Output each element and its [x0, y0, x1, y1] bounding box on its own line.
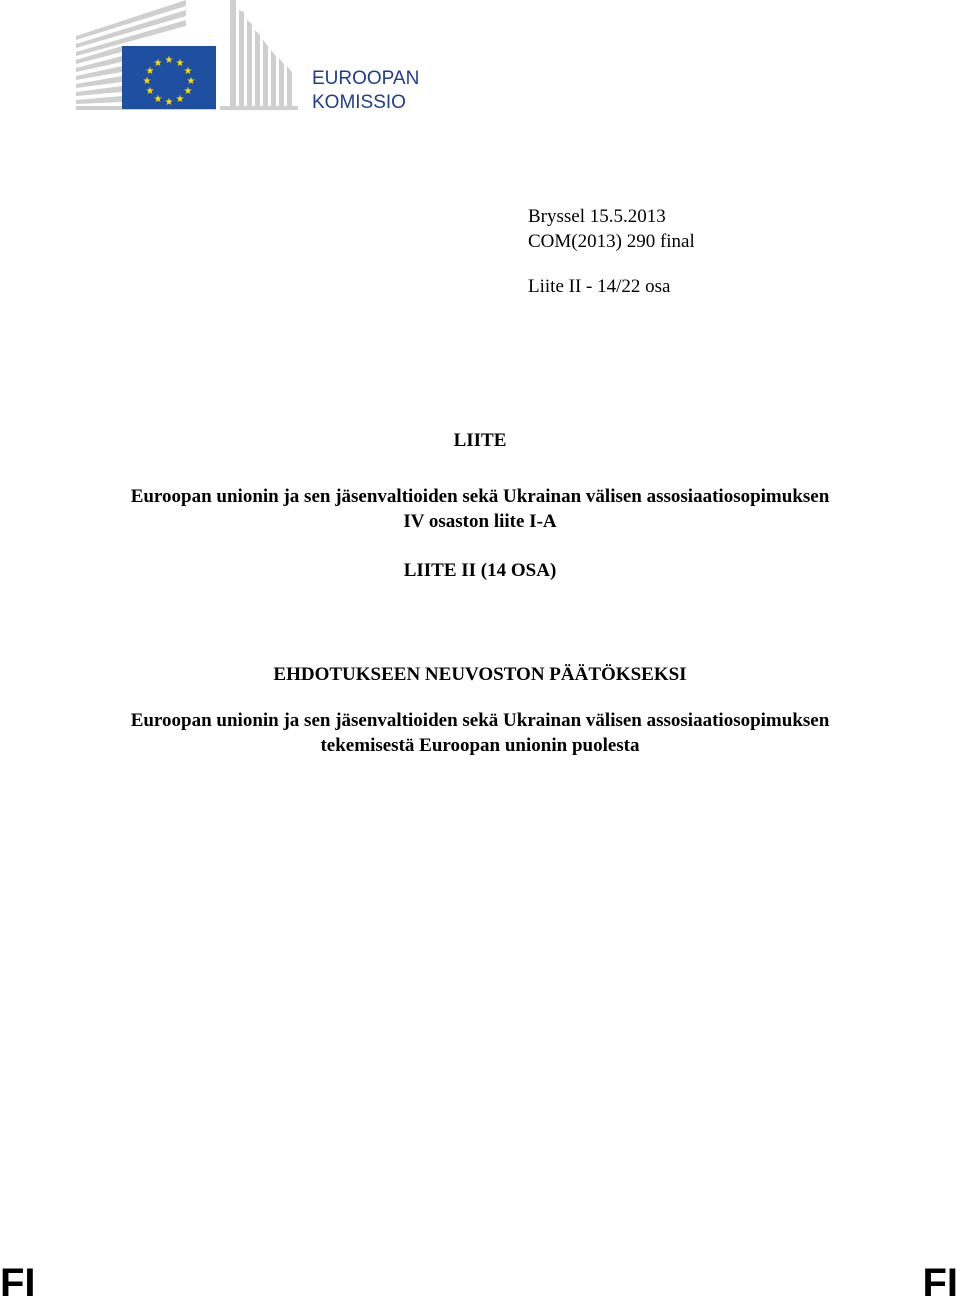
organization-name — [312, 67, 419, 115]
decision-title-line1: Euroopan unionin ja sen jäsenvaltioiden sekä Ukrainan välisen assosiaatiosopimuksen — [130, 710, 830, 731]
annex-heading: LIITE — [453, 430, 507, 451]
svg-text:★: ★ — [145, 66, 155, 77]
ec-building-emblem — [76, 0, 298, 112]
language-code-right: FI — [922, 1261, 958, 1305]
document-reference: COM(2013) 290 final — [528, 231, 695, 252]
svg-text:★: ★ — [164, 55, 174, 66]
agreement-title-line2: IV osaston liite I-A — [403, 511, 557, 532]
svg-text:★: ★ — [175, 58, 185, 69]
agreement-title — [0, 484, 960, 534]
svg-text:★: ★ — [142, 76, 152, 87]
svg-text:★: ★ — [145, 86, 155, 97]
document-part: Liite II - 14/22 osa — [528, 276, 671, 297]
decision-title-line2: tekemisestä Euroopan unionin puolesta — [320, 735, 640, 756]
organization-name-line2: KOMISSIO — [312, 92, 406, 113]
svg-text:★: ★ — [175, 94, 185, 105]
annex-part-label: LIITE II (14 OSA) — [403, 560, 557, 581]
svg-text:★: ★ — [183, 86, 193, 97]
svg-text:★: ★ — [183, 66, 193, 77]
svg-text:★: ★ — [164, 97, 174, 108]
proposal-heading: EHDOTUKSEEN NEUVOSTON PÄÄTÖKSEKSI — [273, 664, 687, 685]
document-date: Bryssel 15.5.2013 — [528, 206, 666, 227]
decision-title — [0, 708, 960, 758]
language-code-left: FI — [0, 1261, 36, 1305]
svg-text:★: ★ — [186, 76, 196, 87]
svg-text:★: ★ — [153, 94, 163, 105]
european-commission-logo — [76, 0, 298, 112]
organization-name-line1: EUROOPAN — [312, 68, 420, 89]
agreement-title-line1: Euroopan unionin ja sen jäsenvaltioiden sekä Ukrainan välisen assosiaatiosopimuksen — [130, 486, 830, 507]
svg-text:★: ★ — [153, 58, 163, 69]
